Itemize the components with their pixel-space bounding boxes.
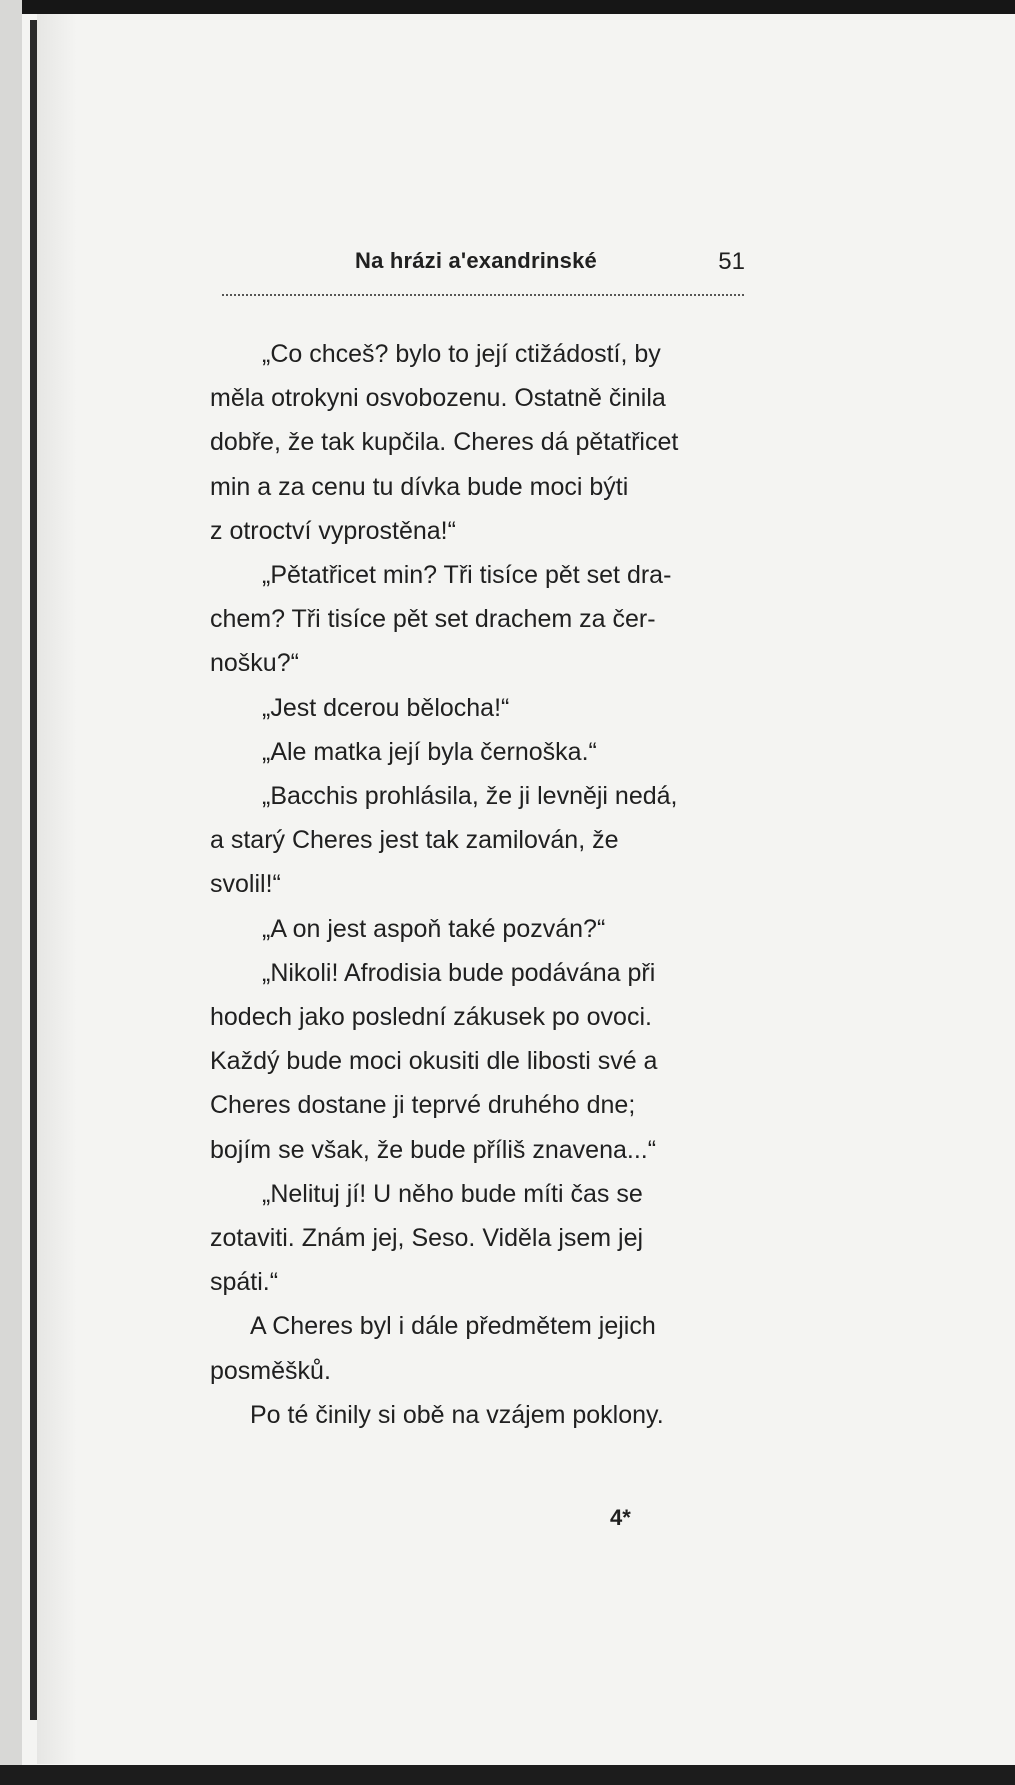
- text-line: „Pětatřicet min? Tři tisíce pět set dra-: [262, 561, 672, 590]
- text-line: Každý bude moci okusiti dle libosti své a: [210, 1047, 658, 1076]
- text-line: z otroctví vyprostěna!“: [210, 516, 456, 545]
- text-line: „Co chceš? bylo to její ctižádostí, by: [262, 340, 661, 368]
- text-line: spáti.“: [210, 1268, 279, 1297]
- text-line: Po té činily si obě na vzájem poklony.: [250, 1400, 664, 1429]
- text-line: hodech jako poslední zákusek po ovoci.: [210, 1003, 652, 1032]
- book-spine-line: [30, 20, 37, 1720]
- header-rule: [222, 294, 744, 296]
- scan-top-edge: [0, 0, 1015, 14]
- gutter-shade: [37, 14, 77, 1764]
- text-line: měla otrokyni osvobozenu. Ostatně činila: [210, 384, 666, 413]
- scan-bottom-edge: [0, 1765, 1015, 1785]
- body-text: [210, 332, 745, 1437]
- signature-mark: 4*: [610, 1505, 631, 1530]
- text-line: svolil!“: [210, 870, 281, 899]
- text-line: a starý Cheres jest tak zamilován, že: [210, 826, 619, 855]
- text-line: posměšků.: [210, 1356, 331, 1385]
- text-line: dobře, že tak kupčila. Cheres dá pětatřicet: [210, 428, 679, 457]
- text-line: „Nikoli! Afrodisia bude podávána při: [262, 958, 656, 987]
- running-header: [215, 248, 745, 282]
- text-line: „Jest dcerou bělocha!“: [262, 693, 510, 722]
- text-line: „A on jest aspoň také pozván?“: [262, 914, 606, 943]
- scan-left-edge: [0, 0, 22, 1785]
- running-title: Na hrázi a'exandrinské: [355, 248, 597, 273]
- text-line: nošku?“: [210, 649, 299, 678]
- text-line: „Nelituj jí! U něho bude míti čas se: [262, 1179, 643, 1208]
- text-line: „Bacchis prohlásila, že ji levněji nedá,: [262, 782, 678, 811]
- page-number: 51: [718, 248, 745, 275]
- text-line: zotaviti. Znám jej, Seso. Viděla jsem jej: [210, 1224, 644, 1253]
- text-line: bojím se však, že bude příliš znavena...“: [210, 1135, 657, 1164]
- text-line: Cheres dostane ji teprvé druhého dne;: [210, 1091, 636, 1120]
- text-line: min a za cenu tu dívka bude moci býti: [210, 472, 629, 501]
- text-line: chem? Tři tisíce pět set drachem za čer-: [210, 605, 656, 634]
- text-line: A Cheres byl i dále předmětem jejich: [250, 1312, 656, 1341]
- text-line: „Ale matka její byla černoška.“: [262, 737, 597, 766]
